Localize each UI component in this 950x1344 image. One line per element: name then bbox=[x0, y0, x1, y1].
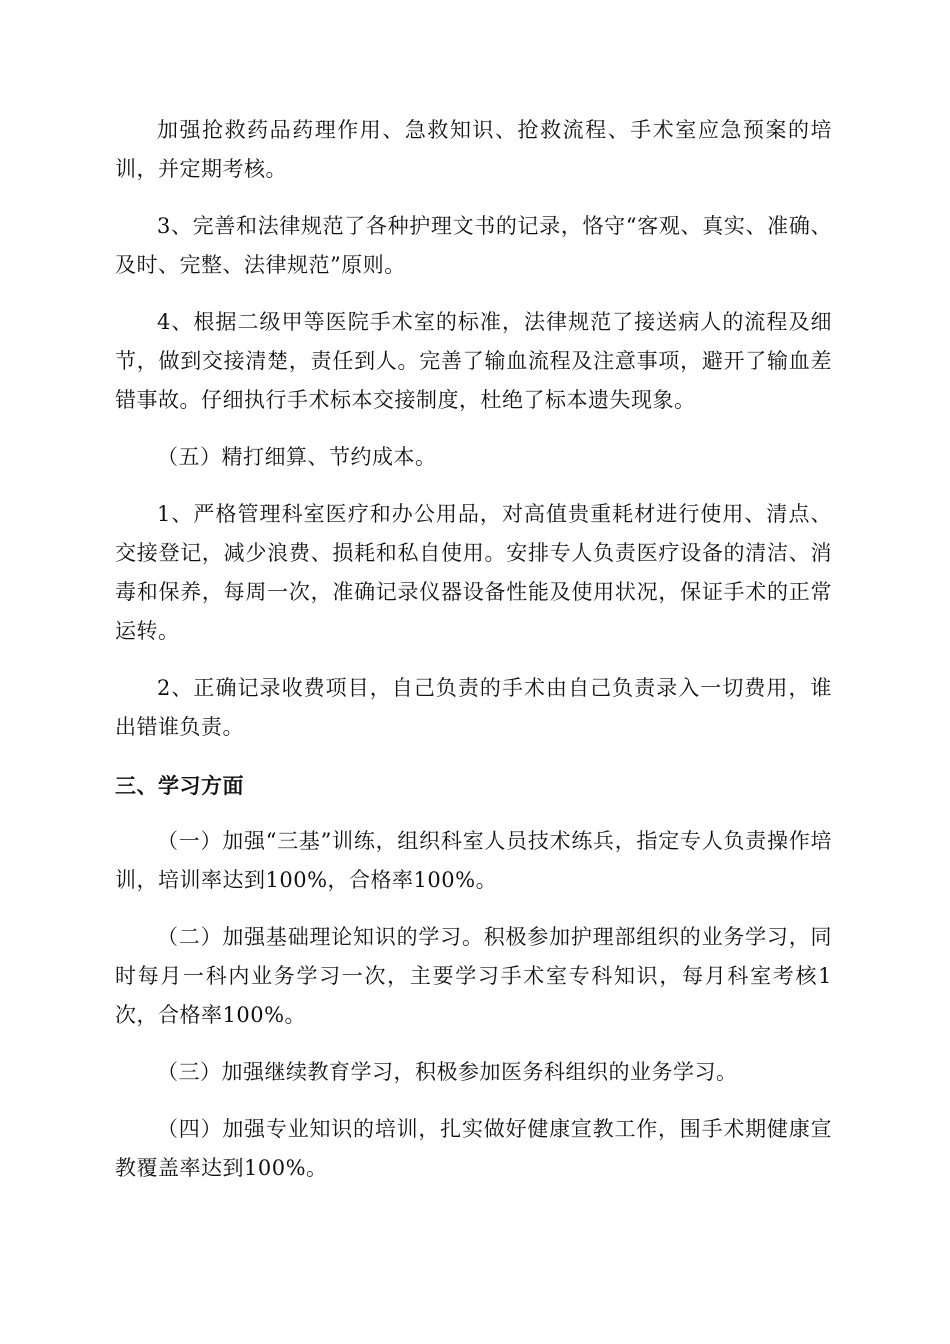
paragraph-item-1: 1、严格管理科室医疗和办公用品，对高值贵重耗材进行使用、清点、交接登记，减少浪费、损耗和私自使用。安排专人负责医疗设备的清洁、消毒和保养，每周一次，准确记录仪器设备性能及使用状况，保证手术的正常运转。 bbox=[115, 502, 832, 643]
paragraph-subheading-5: （五）精打细算、节约成本。 bbox=[157, 445, 437, 469]
paragraph-item-3: 3、完善和法律规范了各种护理文书的记录，恪守“客观、真实、准确、及时、完整、法律规范”原则。 bbox=[115, 214, 832, 277]
study-paragraph-4: （四）加强专业知识的培训，扎实做好健康宣教工作，围手术期健康宣教覆盖率达到100%。 bbox=[115, 1117, 832, 1180]
study-paragraph-2: （二）加强基础理论知识的学习。积极参加护理部组织的业务学习，同时每月一科内业务学习一次，主要学习手术室专科知识，每月科室考核1次，合格率100%。 bbox=[115, 925, 832, 1027]
paragraph-training: 加强抢救药品药理作用、急救知识、抢救流程、手术室应急预案的培训，并定期考核。 bbox=[115, 118, 832, 181]
study-paragraph-3: （三）加强继续教育学习，积极参加医务科组织的业务学习。 bbox=[157, 1060, 738, 1084]
study-paragraph-1: （一）加强“三基”训练，组织科室人员技术练兵，指定专人负责操作培训，培训率达到100%，合格率100%。 bbox=[115, 829, 832, 892]
section-heading-study: 三、学习方面 bbox=[115, 774, 244, 798]
paragraph-item-2: 2、正确记录收费项目，自己负责的手术由自己负责录入一切费用，谁出错谁负责。 bbox=[115, 676, 832, 739]
paragraph-item-4: 4、根据二级甲等医院手术室的标准，法律规范了接送病人的流程及细节，做到交接清楚，责任到人。完善了输血流程及注意事项，避开了输血差错事故。仔细执行手术标本交接制度，杜绝了标本遗失现象。 bbox=[115, 310, 832, 412]
